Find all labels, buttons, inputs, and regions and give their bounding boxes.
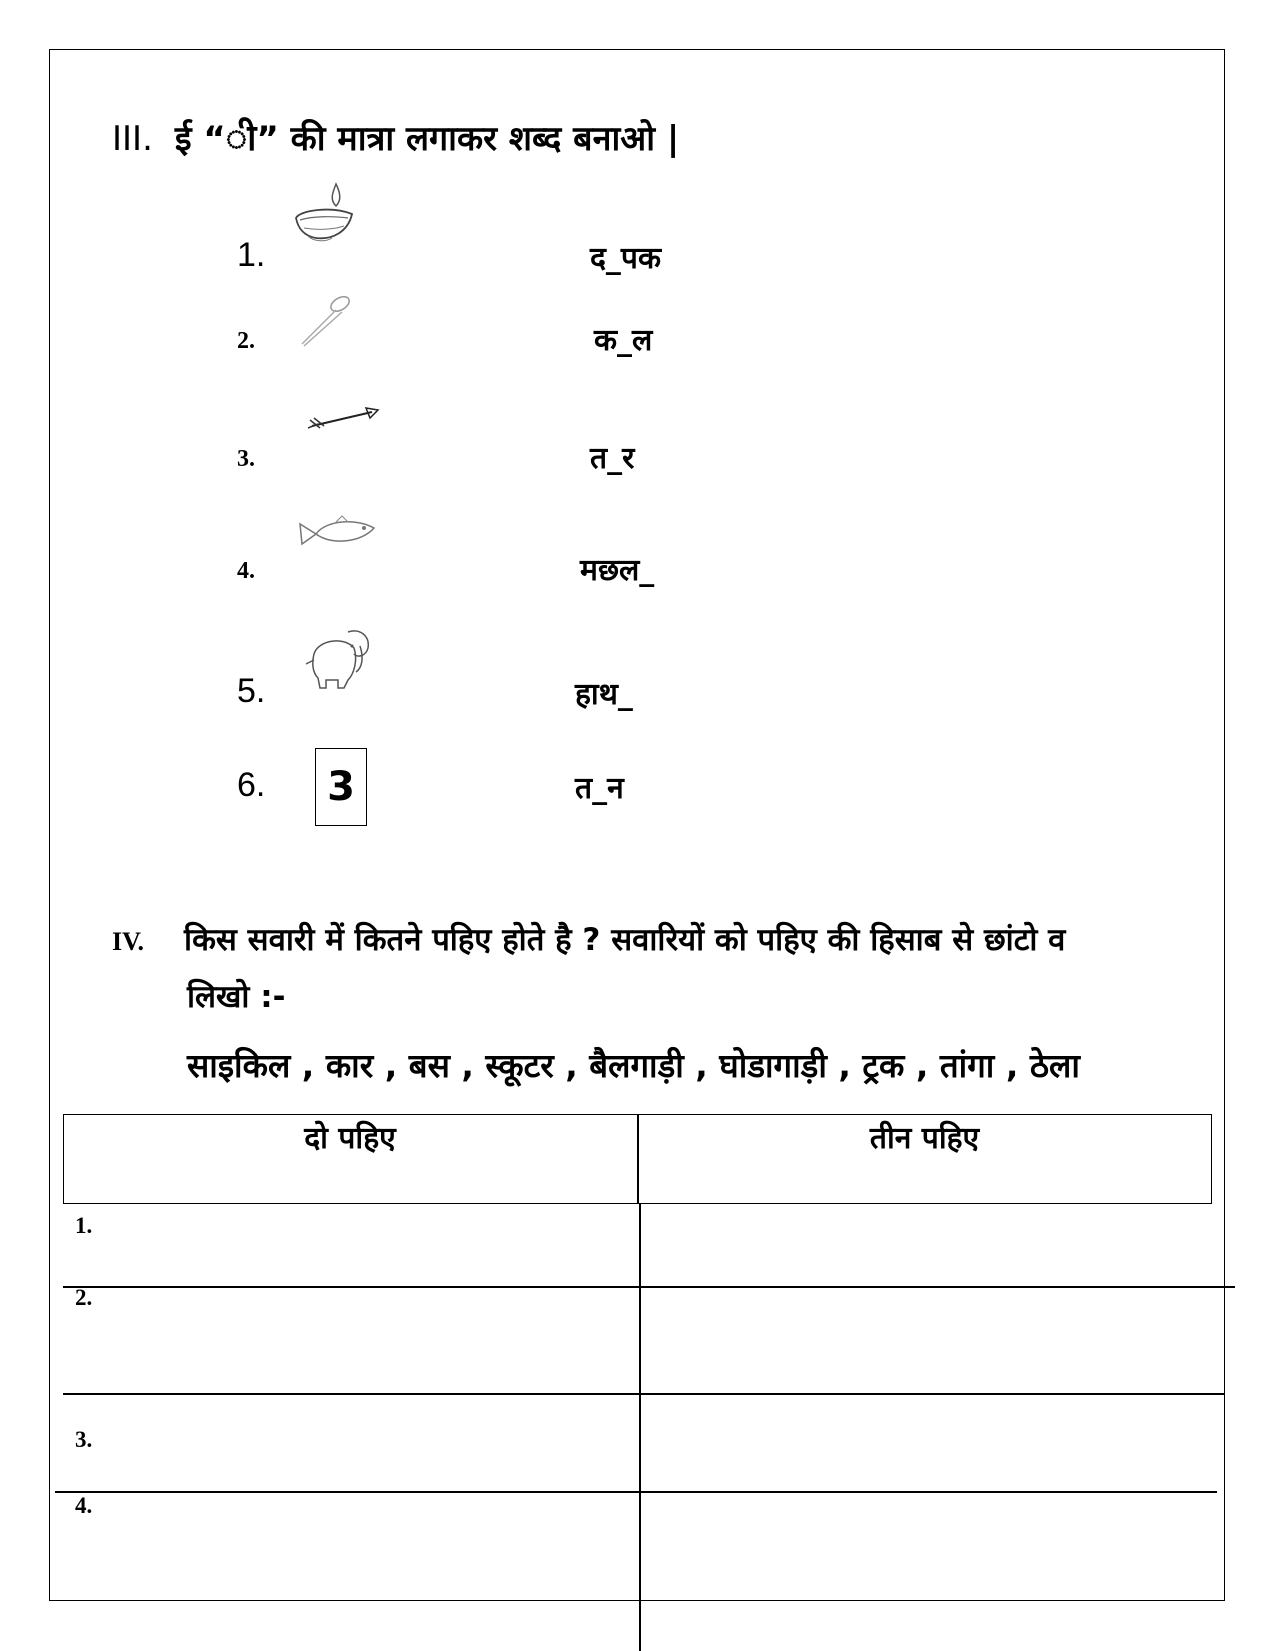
question-4-line-2: लिखो :- xyxy=(187,979,286,1015)
question-4-line-1 xyxy=(112,918,1065,960)
question-3-text-before: ई “ xyxy=(174,119,226,159)
number-three-box: 3 xyxy=(315,748,367,826)
column-header-two-wheels: दो पहिए xyxy=(304,1121,396,1156)
elephant-icon xyxy=(300,624,376,692)
matra-sign: ी xyxy=(225,118,257,159)
question-3-heading xyxy=(112,112,679,161)
vehicle-list: साइकिल , कार , बस , स्कूटर , बैलगाड़ी , घोडागाड़ी , ट्रक , तांगा , ठेला xyxy=(187,1046,1080,1085)
page-border xyxy=(49,49,1225,1601)
fish-icon xyxy=(296,512,380,552)
item-5-number: 5. xyxy=(237,672,266,710)
item-4-word: मछल_ xyxy=(580,553,655,588)
item-3-word: त_र xyxy=(590,441,635,476)
row-line-2 xyxy=(63,1393,1225,1395)
item-2-number: 2. xyxy=(237,328,255,354)
item-2-word: क_ल xyxy=(594,323,653,358)
row-number-3: 3. xyxy=(75,1427,93,1452)
item-6-number: 6. xyxy=(237,766,266,804)
question-4-text: किस सवारी में कितने पहिए होते है ? सवारियों को पहिए की हिसाब से छांटो व xyxy=(184,922,1066,958)
row-line-1 xyxy=(63,1286,1235,1288)
row-number-4: 4. xyxy=(75,1493,93,1518)
item-1-number: 1. xyxy=(237,236,266,274)
table-column-divider xyxy=(639,1204,641,1651)
row-line-3 xyxy=(55,1491,1217,1493)
question-3-text-after: ” की मात्रा लगाकर शब्द बनाओ | xyxy=(256,119,680,159)
diya-lamp-icon xyxy=(292,180,362,252)
row-number-1: 1. xyxy=(75,1213,93,1238)
question-3-number: III. xyxy=(112,119,153,159)
item-5-word: हाथ_ xyxy=(575,677,633,712)
question-4-number: IV. xyxy=(112,927,145,956)
row-number-2: 2. xyxy=(75,1285,93,1310)
item-1-word: द_पक xyxy=(590,241,662,276)
column-header-three-wheels: तीन पहिए xyxy=(869,1121,980,1156)
item-3-number: 3. xyxy=(237,446,255,472)
nail-icon xyxy=(296,290,356,348)
item-6-word: त_न xyxy=(575,771,624,806)
item-4-number: 4. xyxy=(237,558,255,584)
arrow-icon xyxy=(306,404,382,434)
